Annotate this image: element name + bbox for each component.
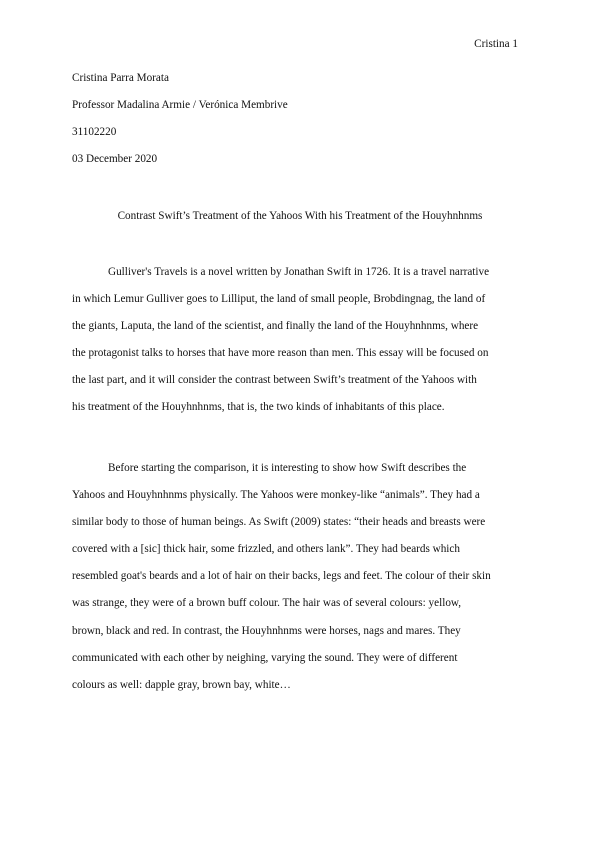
paragraph-line: his treatment of the Houyhnhnms, that is, the two kinds of inhabitants of this place. (72, 401, 445, 414)
paragraph-line: similar body to those of human beings. As Swift (2009) states: “their heads and breasts were (72, 516, 486, 529)
paragraph-line: Gulliver's Travels is a novel written by Jonathan Swift in 1726. It is a travel narrative (108, 266, 490, 278)
paragraph-line: resembled goat's beards and a lot of hair on their backs, legs and feet. The colour of their skin (72, 570, 491, 583)
paragraph-line: in which Lemur Gulliver goes to Lilliput, the land of small people, Brobdingnag, the land of (72, 293, 486, 306)
paragraph-line: Before starting the comparison, it is interesting to show how Swift describes the (108, 462, 467, 474)
student-id: 31102220 (72, 126, 117, 139)
paragraph-line: covered with a [sic] thick hair, some frizzled, and others lank”. They had beards which (72, 543, 460, 556)
student-name: Cristina Parra Morata (72, 72, 169, 84)
paragraph-line: the giants, Laputa, the land of the scientist, and finally the land of the Houyhnhnms, where (72, 320, 479, 333)
paragraph-line: colours as well: dapple gray, brown bay, white… (72, 678, 291, 691)
paragraph-line: brown, black and red. In contrast, the Houyhnhnms were horses, nags and mares. They (72, 624, 461, 637)
body-paragraph (72, 461, 528, 705)
mla-header-block (72, 71, 532, 179)
running-header: Cristina 1 (474, 38, 518, 50)
paragraph-line: the last part, and it will consider the contrast between Swift’s treatment of the Yahoos with (72, 374, 477, 387)
essay-title: Contrast Swift’s Treatment of the Yahoos With his Treatment of the Houyhnhnms (117, 210, 483, 222)
document-date: 03 December 2020 (72, 153, 158, 166)
paragraph-line: Yahoos and Houyhnhnms physically. The Yahoos were monkey-like “animals”. They had a (72, 489, 480, 502)
professor-name: Professor Madalina Armie / Verónica Membrive (72, 99, 288, 112)
body-paragraph (72, 265, 528, 428)
paragraph-line: communicated with each other by neighing, varying the sound. They were of different (72, 651, 458, 664)
paragraph-line: the protagonist talks to horses that have more reason than men. This essay will be focused on (72, 347, 489, 360)
paragraph-line: was strange, they were of a brown buff colour. The hair was of several colours: yellow, (72, 597, 462, 610)
